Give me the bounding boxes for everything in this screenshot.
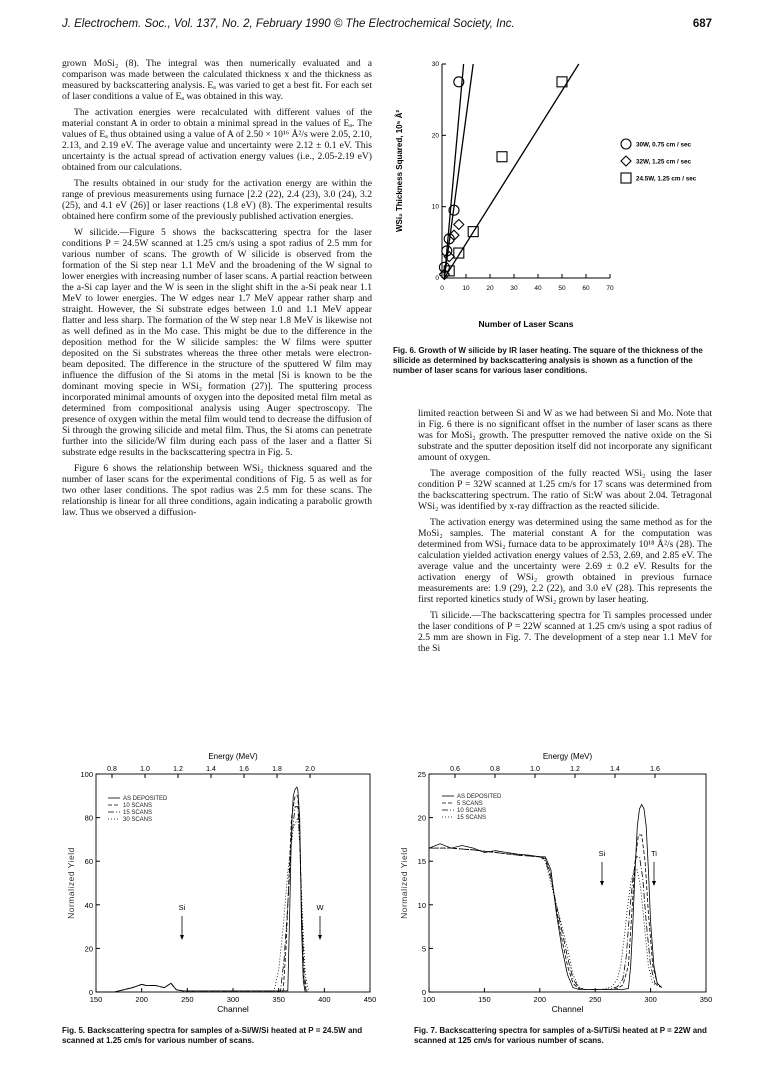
channel-tick-label: 300 — [644, 995, 657, 1004]
spectrum-line — [429, 835, 662, 989]
fit-line-square — [444, 64, 578, 278]
legend-label: 24.5W, 1.25 cm / sec — [636, 175, 697, 183]
channel-tick-label: 150 — [478, 995, 491, 1004]
legend-label: AS DEPOSITED — [457, 794, 502, 800]
paragraph: The results obtained in our study for the activation energy are within the range of previous measurements using furnace [2.2 (22), 2.4 (23), 3.0 (24), 3.2 (25), and 4.1 eV (26)] or laser reactions (1.8 eV) (8). The experimental results obtained here confirm some of the previously published activation energies. — [62, 178, 372, 222]
y-tick-label: 0 — [88, 988, 93, 997]
x-tick-label: 40 — [534, 285, 542, 292]
y-tick-label: 20 — [431, 132, 439, 140]
legend-label: 5 SCANS — [457, 801, 483, 807]
figure-5-caption: Fig. 5. Backscattering spectra for samples of a-Si/W/Si heated at P = 24.5W and scanned at 1.25 cm/s for various number of scans. — [62, 1026, 363, 1045]
x-tick-label: 60 — [582, 285, 590, 292]
legend-marker-circle — [621, 139, 631, 149]
y-tick-label: 0 — [435, 275, 439, 282]
paragraph: Ti silicide.—The backscattering spectra for Ti samples processed under the laser conditions of P = 22W scanned at 1.25 cm/s using a spot radius of 2.5 mm are shown in Fig. 7. The development of a step near 1.1 MeV for the Si — [418, 610, 712, 654]
energy-tick-label: 0.6 — [450, 766, 460, 773]
x-tick-label: 0 — [440, 285, 444, 292]
paragraph: The activation energy was determined using the same method as for the MoSi₂ samples. The material constant A for the computation was determined from WSi₂ furnace data to be approximately 10¹⁸ Å²/s (28). The calculation yielded activation energy values of 2.53, 2.69, and 2.85 eV. The average value and the uncertainty were 2.69 ± 0.2 eV. Results for the activation energy of WSi₂ growth obtained in previous furnace measurements are: 1.9 (29), 2.2 (22), and 3.0 eV (28). This represents the first reported kinetics study of WSi₂ grown by laser heating. — [418, 517, 712, 605]
y-tick-label: 40 — [84, 900, 93, 910]
legend-label: 32W, 1.25 cm / sec — [636, 158, 691, 166]
x-tick-label: 50 — [558, 285, 566, 292]
channel-tick-label: 250 — [588, 995, 602, 1004]
y-tick-label: 15 — [417, 857, 426, 867]
y-tick-label: 20 — [417, 813, 426, 823]
top-axis-label: Energy (MeV) — [542, 752, 593, 761]
energy-tick-label: 0.8 — [490, 766, 500, 773]
journal-citation: J. Electrochem. Soc., Vol. 137, No. 2, February 1990 © The Electrochemical Society, Inc. — [62, 18, 515, 30]
y-tick-label: 20 — [84, 944, 93, 954]
energy-tick-label: 1.2 — [173, 766, 183, 773]
y-tick-label: 60 — [84, 857, 93, 867]
energy-tick-label: 1.0 — [140, 766, 150, 773]
x-axis-label: Channel — [217, 1004, 249, 1014]
spectrum-line — [96, 796, 306, 992]
arrow-head — [318, 935, 322, 940]
y-axis-label: Normalized Yield — [66, 847, 76, 919]
spectrum-line — [96, 807, 307, 992]
data-point-square — [497, 152, 507, 162]
paragraph: The average composition of the fully reacted WSi₂ using the laser condition P = 32W scanned at 1.25 cm/s for 17 scans was determined from the backscattering spectrum. The ratio of Si:W was about 2.04. Tetragonal WSi₂ was identified by x-ray diffraction as the reacted silicide. — [418, 468, 712, 512]
figure-7-caption: Fig. 7. Backscattering spectra for samples of a-Si/Ti/Si heated at P = 22W and scanned at 125 cm/s for various number of scans. — [414, 1026, 707, 1045]
running-header — [62, 18, 712, 38]
channel-tick-label: 400 — [318, 995, 331, 1004]
spectrum-line — [429, 848, 662, 989]
legend-marker-square — [621, 173, 631, 183]
legend-label: 15 SCANS — [457, 815, 487, 821]
spectrum-line — [429, 848, 662, 989]
energy-tick-label: 1.6 — [650, 766, 660, 773]
arrow-head — [600, 881, 604, 886]
top-axis-label: Energy (MeV) — [208, 752, 258, 761]
left-text-column — [62, 58, 372, 523]
legend-label: 10 SCANS — [123, 803, 153, 809]
annotation-label: Si — [178, 903, 186, 912]
figure-7-chart — [384, 752, 724, 1022]
legend-label: 30W, 0.75 cm / sec — [636, 141, 691, 149]
annotation-label: Ti — [651, 849, 657, 858]
figure-5-chart — [52, 752, 382, 1022]
channel-tick-label: 150 — [89, 995, 103, 1004]
y-axis-label: WSi₂ Thickness Squared, 10⁵ Å² — [395, 109, 404, 233]
right-text-column — [418, 408, 712, 659]
x-axis-label: Channel — [551, 1004, 584, 1014]
y-tick-label: 100 — [80, 770, 93, 779]
paragraph: grown MoSi₂ (8). The integral was then numerically evaluated and a comparison was made between the calculated thickness x and the thickness as measured by backscattering analysis. Eₐ was varied to get a best fit. For each set of laser conditions a value of Eₐ was obtained in this way. — [62, 58, 372, 102]
legend-label: 15 SCANS — [123, 810, 153, 816]
legend-label: AS DEPOSITED — [123, 796, 168, 802]
channel-tick-label: 100 — [422, 995, 436, 1004]
energy-tick-label: 1.4 — [206, 766, 216, 773]
spectrum-line — [429, 805, 662, 990]
y-axis-label: Normalized Yield — [399, 847, 409, 919]
figure-6-caption: Fig. 6. Growth of W silicide by IR laser heating. The square of the thickness of the silicide as determined by backscattering analysis is shown as a function of the number of laser scans for various laser conditions. — [393, 346, 703, 375]
energy-tick-label: 1.4 — [610, 766, 620, 773]
channel-tick-label: 200 — [135, 995, 148, 1004]
data-point-diamond — [454, 220, 464, 230]
paragraph: The activation energies were recalculated with different values of the material constant A in order to obtain a minimal spread in the values of Eₐ. The values of Eₐ thus obtained using a value of A of 2.50 × 10¹⁶ Å²/s were 2.05, 2.10, 2.13, and 2.19 eV. The average value and uncertainty were 2.12 ± 0.1 eV. This uncertainty is the actual spread of activation energy values (i.e., 2.05-2.19 eV) obtained from our calculations. — [62, 107, 372, 173]
annotation-label: W — [316, 903, 324, 912]
y-tick-label: 10 — [431, 203, 439, 211]
channel-tick-label: 300 — [226, 995, 240, 1004]
fit-line-diamond — [444, 64, 473, 278]
x-tick-label: 10 — [462, 285, 470, 292]
channel-tick-label: 200 — [533, 995, 547, 1004]
x-tick-label: 20 — [486, 285, 494, 292]
y-tick-label: 10 — [417, 900, 426, 910]
x-axis-label: Number of Laser Scans — [478, 319, 574, 329]
channel-tick-label: 350 — [699, 995, 713, 1004]
paragraph: Figure 6 shows the relationship between WSi₂ thickness squared and the number of laser scans for the experimental conditions of Fig. 5 as well as for two other laser conditions. The spot radius was 2.5 mm for these scans. The relationship is linear for all three conditions, again indicating a parabolic growth law. Thus we observed a diffusion- — [62, 463, 372, 518]
y-tick-label: 0 — [421, 988, 426, 997]
channel-tick-label: 450 — [363, 995, 377, 1004]
legend-label: 30 SCANS — [123, 817, 153, 823]
page-number: 687 — [692, 18, 712, 30]
energy-tick-label: 0.8 — [107, 766, 117, 773]
channel-tick-label: 350 — [272, 995, 285, 1004]
arrow-head — [180, 935, 184, 940]
energy-tick-label: 1.2 — [570, 766, 580, 773]
legend-marker-diamond — [621, 156, 631, 166]
y-tick-label: 5 — [421, 944, 426, 954]
energy-tick-label: 1.0 — [530, 766, 540, 773]
arrow-head — [652, 881, 656, 886]
energy-tick-label: 1.8 — [272, 766, 282, 773]
spectrum-line — [96, 818, 309, 992]
y-tick-label: 30 — [431, 61, 439, 68]
figure-6-chart — [382, 52, 722, 337]
channel-tick-label: 250 — [181, 995, 194, 1004]
x-tick-label: 30 — [510, 285, 518, 292]
y-tick-label: 80 — [84, 813, 93, 823]
y-tick-label: 25 — [417, 770, 426, 779]
energy-tick-label: 1.6 — [239, 766, 249, 773]
energy-tick-label: 2.0 — [305, 766, 315, 773]
paragraph: limited reaction between Si and W as we had between Si and Mo. Note that in Fig. 6 there is no significant offset in the number of laser scans as there was for MoSi₂ growth. The presputter removed the native oxide on the Si substrate and the sputter deposition itself did not incorporate any significant amount of oxygen. — [418, 408, 712, 463]
annotation-label: Si — [598, 849, 606, 858]
x-tick-label: 70 — [606, 285, 614, 292]
legend-label: 10 SCANS — [457, 808, 487, 814]
paragraph: W silicide.—Figure 5 shows the backscattering spectra for the laser conditions P = 24.5W scanned at 1.25 cm/s using a spot radius of 2.5 mm for various number of scans. The growth of W silicide is observed from the formation of the Si step near 1.1 MeV and the broadening of the W signal to lower energies with increasing number of laser scans. A partial reaction between the a-Si cap layer and the W is seen in the slight shift in the a-Si peak near 1.1 MeV to lower energies. The W edges near 1.7 MeV appear rather sharp and straight. However, the Si substrate edges between 1.0 and 1.1 MeV appear flatter and less sharp. The formation of the W step near 1.8 MeV is likewise not as well defined as in the Mo case. This might be due to the difference in the deposition method for the W silicide samples: the W films were sputter deposited on the Si substrates whereas the three other metals were electron-beam deposited. The difference in the structure of the sputtered W film may influence the diffusion of the Si atoms in the metal [Si is known to be the dominant moving specie in WSi₂ formation (27)]. The sputtering process incorporated minimal amounts of oxygen into the deposited metal film metal as determined from compositional analysis using Auger spectroscopy. The presence of oxygen within the metal film would tend to decrease the diffusion of Si through the growing silicide and metal film. Thus, the Si atoms can penetrate further into the silicide/W film during each pass of the laser and a flatter Si substrate edge results in the backscattering spectra in Fig. 5. — [62, 227, 372, 458]
